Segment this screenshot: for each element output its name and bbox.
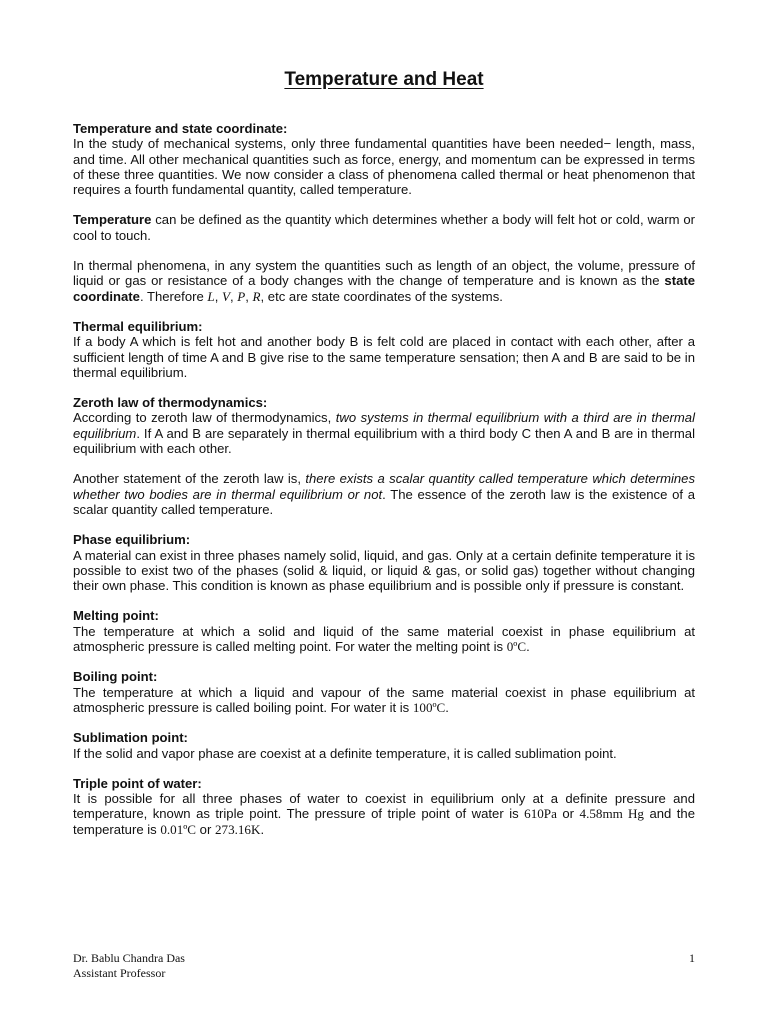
section-zeroth-law: [73, 395, 695, 456]
punctuation: .: [445, 699, 449, 715]
section-heading: Boiling point:: [73, 669, 158, 685]
section-thermal-equilibrium: [73, 319, 695, 380]
section-heading: Phase equilibrium:: [73, 532, 191, 548]
paragraph-state-coordinate: In thermal phenomena, in any system the quantities such as length of an object, the volume, pressure of liquid or gas or resistance of a body changes with the change of temperature and is known as the state coordinate. Therefore L, V, P, R, etc are state coordinates of the systems.: [73, 258, 695, 304]
bold-term: state coordinate: [73, 273, 695, 304]
temperature-value: 0.01ºC: [160, 821, 197, 837]
paragraph-text: . Therefore: [139, 288, 208, 304]
italic-statement: two systems in thermal equilibrium with a third are in thermal equilibrium: [73, 410, 695, 441]
paragraph-text: In thermal phenomena, in any system the quantities such as length of an object, the volume, pressure of liquid or gas or resistance of a body changes with the change of temperature and is known as the: [73, 258, 695, 289]
document-body: [73, 121, 695, 852]
italic-statement: there exists a scalar quantity called temperature which determines whether two bodies are in thermal equilibrium or not: [73, 471, 695, 502]
section-melting-point: [73, 608, 695, 654]
paragraph-text: can be defined as the quantity which determines whether a body will felt hot or cold, warm or cool to touch.: [73, 212, 695, 243]
paragraph-zeroth-law-statement: [73, 471, 695, 517]
paragraph-text: or: [556, 806, 580, 822]
section-heading: Sublimation point:: [73, 730, 188, 746]
page-number: 1: [689, 951, 695, 965]
punctuation: .: [526, 639, 530, 655]
paragraph-text: The temperature at which a solid and liquid of the same material coexist in phase equilibrium at atmospheric pressure is called melting point. For water the melting point is: [73, 623, 695, 655]
math-symbol: P: [237, 288, 246, 304]
paragraph-temperature-definition: [73, 212, 695, 243]
paragraph-text: A material can exist in three phases namely solid, liquid, and gas. Only at a certain definite temperature it is possible to exist two of the phases (solid & liquid, or liquid & gas, or solid gas) together without changing their own phase. This condition is known as phase equilibrium and is possible only if pressure is constant.: [73, 547, 695, 594]
section-triple-point: [73, 776, 695, 837]
math-symbol: V: [221, 288, 230, 304]
section-temperature-state: [73, 121, 695, 197]
paragraph-text: Another statement of the zeroth law is,: [73, 471, 306, 487]
footer-position: Assistant Professor: [73, 965, 166, 980]
paragraph-text: The temperature at which a liquid and vapour of the same material coexist in phase equilibrium at atmospheric pressure is called boiling point. For water it is: [73, 684, 695, 715]
paragraph-text: It is possible for all three phases of water to coexist in equilibrium only at a definite pressure and temperature, known as triple point. The pressure of triple point of water is: [73, 791, 695, 822]
paragraph-text: According to zeroth law of thermodynamics,: [73, 410, 336, 426]
footer-author-block: [73, 951, 185, 980]
section-heading: Thermal equilibrium:: [73, 318, 203, 334]
section-sublimation-point: [73, 730, 695, 761]
paragraph-text: If a body A which is felt hot and another body B is felt cold are placed in contact with each other, after a sufficient length of time A and B give rise to the same temperature sensation; then A and B are said to be in thermal equilibrium.: [73, 334, 695, 380]
section-heading: Triple point of water:: [73, 775, 202, 791]
temperature-value: 100ºC: [412, 699, 446, 715]
temperature-value: 0ºC: [506, 639, 527, 655]
section-heading: Melting point:: [73, 608, 159, 624]
section-phase-equilibrium: [73, 532, 695, 593]
paragraph-text: or: [196, 821, 215, 837]
pressure-value: 4.58mm Hg: [579, 806, 644, 822]
footer-author: Dr. Bablu Chandra Das: [73, 951, 185, 965]
paragraph-text: In the study of mechanical systems, only three fundamental quantities have been needed− length, mass, and time. All other mechanical quantities such as force, energy, and momentum can be expressed in terms of these three quantities. We now consider a class of phenomena called thermal or heat phenomenon that requires a fourth fundamental quantity, called temperature.: [73, 136, 695, 198]
paragraph-text: If the solid and vapor phase are coexist at a definite temperature, it is called sublimation point.: [73, 745, 617, 761]
math-symbol: R: [252, 288, 261, 304]
paragraph-text: . The essence of the zeroth law is the existence of a scalar quantity called temperature.: [73, 486, 695, 517]
punctuation: .: [260, 821, 265, 837]
document-page: [73, 0, 695, 1024]
section-boiling-point: [73, 669, 695, 715]
math-symbol: L: [207, 288, 215, 304]
pressure-value: 610Pa: [524, 806, 557, 822]
paragraph-text: . If A and B are separately in thermal equilibrium with a third body C then A and B are in thermal equilibrium with each other.: [73, 425, 695, 457]
paragraph-text: and the temperature is: [73, 806, 695, 837]
section-heading: Temperature and state coordinate:: [73, 121, 288, 136]
temperature-value: 273.16K: [214, 821, 261, 837]
bold-term: Temperature: [73, 212, 152, 228]
paragraph-text: , etc are state coordinates of the systems.: [260, 288, 503, 304]
page-title: Temperature and Heat: [284, 69, 484, 90]
section-heading: Zeroth law of thermodynamics:: [73, 395, 268, 411]
